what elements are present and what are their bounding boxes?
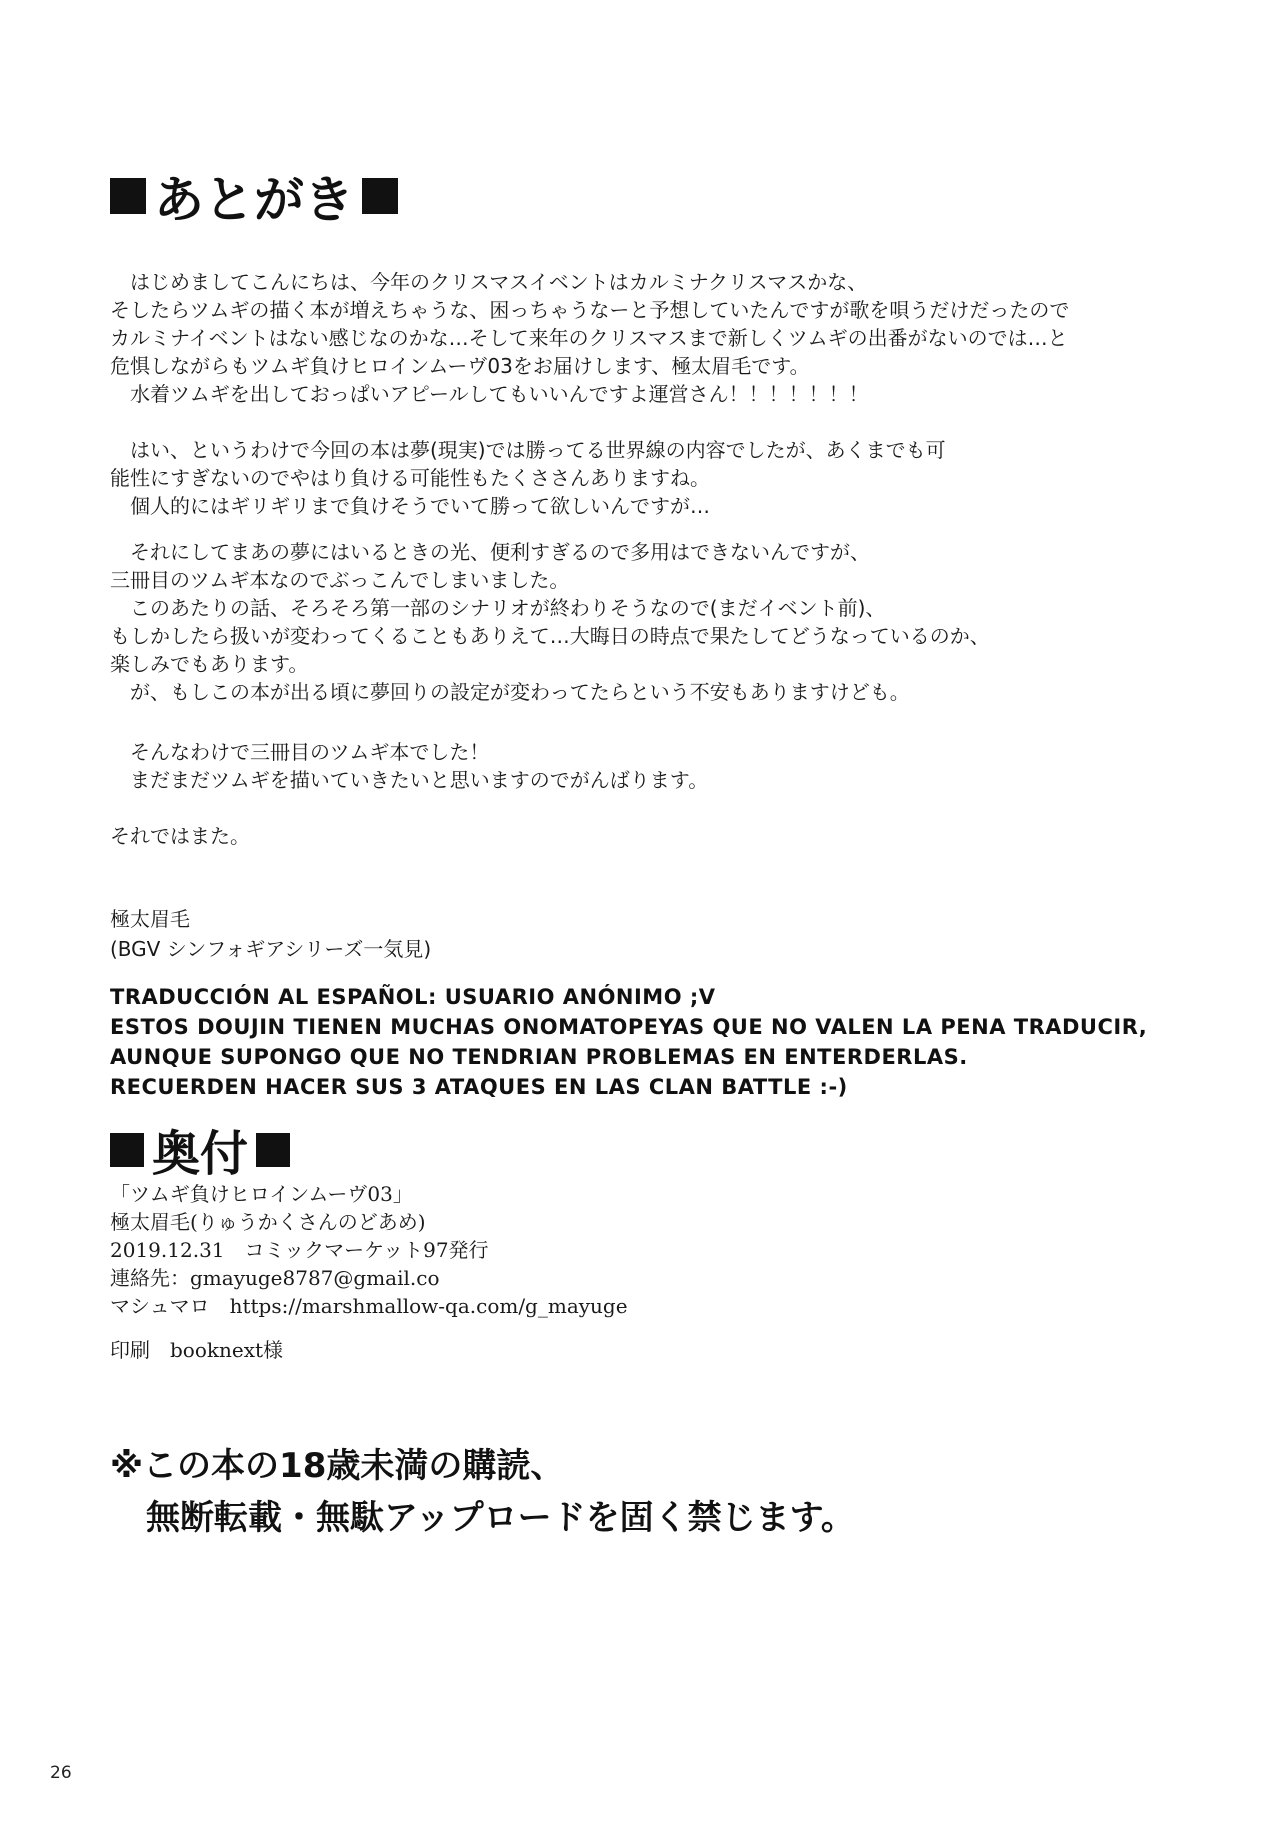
black-square-icon <box>256 1133 290 1167</box>
text-line: 危惧しながらもツムギ負けヒロインムーヴ03をお届けします、極太眉毛です。 <box>110 354 810 378</box>
text-line: それにしてまあの夢にはいるときの光、便利すぎるので多用はできないんですが、 <box>130 540 870 564</box>
text-line: カルミナイベントはない感じなのかな…そして来年のクリスマスまで新しくツムギの出番がないのでは…と <box>110 326 1068 350</box>
text-line: が、もしこの本が出る頃に夢回りの設定が変わってたらという不安もありますけども。 <box>130 680 910 704</box>
black-square-icon <box>110 1133 144 1167</box>
text-line: 楽しみでもあります。 <box>110 652 309 676</box>
page-number: 26 <box>50 1763 72 1783</box>
author-signature <box>110 904 431 964</box>
black-square-icon <box>110 178 146 214</box>
author-name: 極太眉毛 <box>110 907 190 931</box>
afterword-paragraph-4 <box>110 738 1200 794</box>
afterword-paragraph-2 <box>110 436 1200 520</box>
translation-line: RECUERDEN HACER SUS 3 ATAQUES EN LAS CLAN BATTLE :-) <box>110 1075 848 1099</box>
afterword-paragraph-1 <box>110 268 1200 408</box>
warning-line: ※この本の18歳未満の購読、 <box>110 1446 565 1486</box>
afterword-paragraph-3 <box>110 538 1200 706</box>
marshmallow-link: マシュマロ https://marshmallow-qa.com/g_mayuge <box>110 1294 628 1318</box>
text-line: 水着ツムギを出しておっぱいアピールしてもいいんですよ運営さん！！！！！！！ <box>130 382 869 406</box>
closing-text: それではまた。 <box>110 824 250 848</box>
text-line: 能性にすぎないのでやはり負ける可能性もたくささんありますね。 <box>110 466 710 490</box>
text-line: 三冊目のツムギ本なのでぶっこんでしまいました。 <box>110 568 570 592</box>
afterword-closing <box>110 822 1200 850</box>
afterword-heading <box>110 160 398 232</box>
warning-notice <box>110 1440 855 1544</box>
book-title: 「ツムギ負けヒロインムーヴ03」 <box>110 1182 413 1206</box>
black-square-icon <box>362 178 398 214</box>
text-line: まだまだツムギを描いていきたいと思いますのでがんばります。 <box>130 768 709 792</box>
contact-email: 連絡先：gmayuge8787@gmail.co <box>110 1266 440 1290</box>
circle-name: 極太眉毛(りゅうかくさんのどあめ) <box>110 1210 426 1234</box>
text-line: はい、というわけで今回の本は夢(現実)では勝ってる世界線の内容でしたが、あくまでも可 <box>130 438 946 462</box>
translation-line: AUNQUE SUPONGO QUE NO TENDRIAN PROBLEMAS EN ENTERDERLAS. <box>110 1045 968 1069</box>
translation-note <box>110 982 1147 1102</box>
printer: 印刷 booknext様 <box>110 1338 284 1362</box>
text-line: このあたりの話、そろそろ第一部のシナリオが終わりそうなので(まだイベント前)、 <box>130 596 886 620</box>
translation-line: ESTOS DOUJIN TIENEN MUCHAS ONOMATOPEYAS QUE NO VALEN LA PENA TRADUCIR, <box>110 1015 1148 1039</box>
publication-date: 2019.12.31 コミックマーケット97発行 <box>110 1238 489 1262</box>
text-line: 個人的にはギリギリまで負けそうでいて勝って欲しいんですが… <box>130 494 710 518</box>
text-line: はじめましてこんにちは、今年のクリスマスイベントはカルミナクリスマスかな、 <box>130 270 868 294</box>
colophon-heading <box>110 1115 290 1184</box>
text-line: もしかしたら扱いが変わってくることもありえて…大晦日の時点で果たしてどうなっているのか、 <box>110 624 990 648</box>
author-note: (BGV シンフォギアシリーズ一気見) <box>110 937 432 961</box>
afterword-heading-text: あとがき <box>154 171 354 229</box>
text-line: そんなわけで三冊目のツムギ本でした！ <box>130 740 490 764</box>
colophon-heading-text: 奥付 <box>152 1126 249 1182</box>
text-line: そしたらツムギの描く本が増えちゃうな、困っちゃうなーと予想していたんですが歌を唄うだけだったので <box>110 298 1070 322</box>
colophon <box>110 1180 628 1364</box>
translation-line: TRADUCCIÓN AL ESPAÑOL: USUARIO ANÓNIMO ;V <box>110 985 716 1009</box>
warning-line: 無断転載・無駄アップロードを固く禁じます。 <box>146 1498 855 1538</box>
